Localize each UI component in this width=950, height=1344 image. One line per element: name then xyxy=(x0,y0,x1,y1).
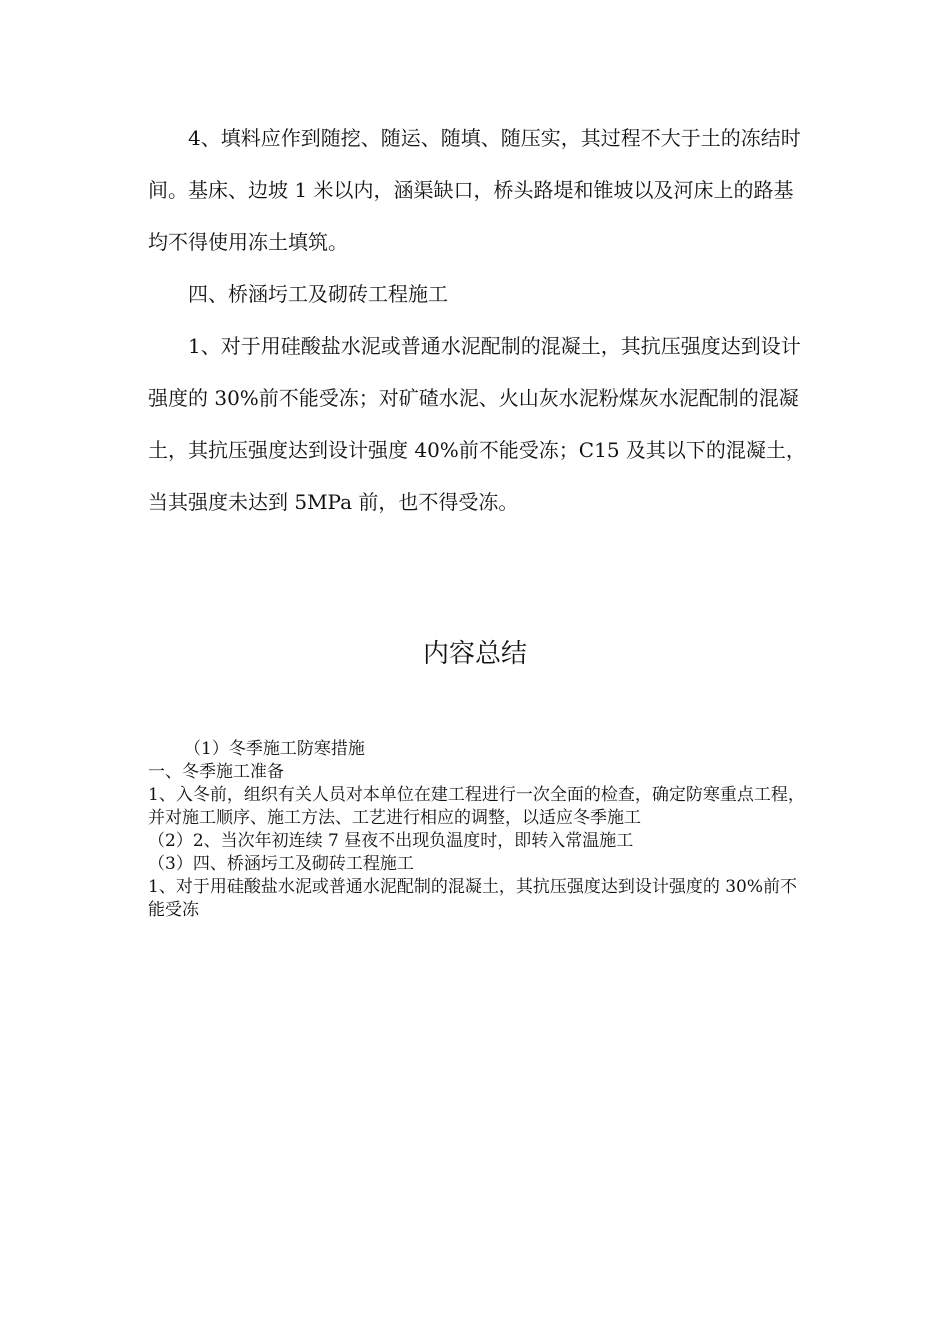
body-heading-bridge-masonry: 四、桥涵圬工及砌砖工程施工 xyxy=(188,282,448,306)
body-paragraph-2-block xyxy=(148,268,808,320)
summary-line-2: 一、冬季施工准备 xyxy=(148,762,284,782)
summary-line-1: （1）冬季施工防寒措施 xyxy=(184,739,365,759)
summary-line-5: （3）四、桥涵圬工及砌砖工程施工 xyxy=(148,854,414,874)
summary-line-4: （2）2、当次年初连续 7 昼夜不出现负温度时，即转入常温施工 xyxy=(148,831,634,851)
summary-line-3: 1、入冬前，组织有关人员对本单位在建工程进行一次全面的检查，确定防寒重点工程，并对施工顺序、施工方法、工艺进行相应的调整，以适应冬季施工 xyxy=(148,785,805,828)
summary-block xyxy=(148,738,808,922)
body-paragraph-concrete-strength: 1、对于用硅酸盐水泥或普通水泥配制的混凝土，其抗压强度达到设计强度的 30%前不能受冻；对矿碴水泥、火山灰水泥粉煤灰水泥配制的混凝土，其抗压强度达到设计强度 40%前不能受冻；C15 及其以下的混凝土，当其强度未达到 5MPa 前，也不得受冻。 xyxy=(148,334,806,514)
body-paragraph-fill-material: 4、填料应作到随挖、随运、随填、随压实，其过程不大于土的冻结时间。基床、边坡 1 米以内，涵渠缺口，桥头路堤和锥坡以及河床上的路基均不得使用冻土填筑。 xyxy=(148,126,801,254)
body-paragraph-1-block xyxy=(148,112,808,268)
body-paragraph-3-block xyxy=(148,320,808,528)
summary-line-6: 1、对于用硅酸盐水泥或普通水泥配制的混凝土，其抗压强度达到设计强度的 30%前不能受冻 xyxy=(148,877,798,920)
summary-title: 内容总结 xyxy=(422,639,527,669)
